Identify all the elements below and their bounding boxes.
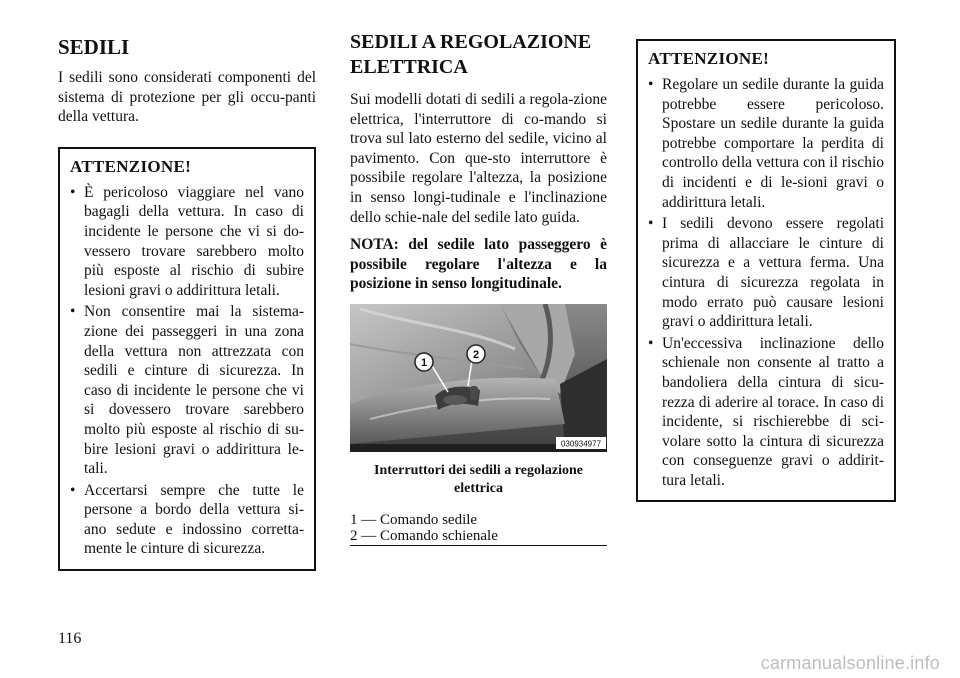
warning-item: • Regolare un sedile durante la guida potrebbe essere pericoloso. Spostare un sedile durante la guida potrebbe comportare la perdita di controllo della vettura con il rischio di incidenti e di le-sioni gravi o addirittura letali. — [648, 76, 884, 211]
warning-item: • Accertarsi sempre che tutte le persone a bordo della vettura si-ano sedute e indossino corretta-mente le cinture di sicurezza. — [70, 481, 304, 558]
warning-item: • I sedili devono essere regolati prima di allacciare le cinture di sicurezza e a vettura ferma. Una cintura di sicurezza regolata in modo errato può causare lesioni gravi o addirittura letali. — [648, 215, 884, 331]
seat-illustration — [350, 304, 607, 452]
intro-paragraph: I sedili sono considerati componenti del sistema di protezione per gli occu-panti della vettura. — [58, 69, 316, 126]
bullet-icon: • — [70, 303, 76, 321]
legend-item: 2 — Comando schienale — [350, 527, 498, 544]
warning-item: • Un'eccessiva inclinazione dello schienale non consente al tratto a bandoliera della cintura di sicu-rezza di aderire al torace. In caso di incidente, si rischierebbe di sci-volare sotto la cintura di sicurezza con conseguenze gravi o addirit-tura letali. — [648, 334, 884, 489]
section-title-sedili: SEDILI — [58, 35, 130, 59]
bullet-icon: • — [648, 215, 654, 233]
seat-switch-photo — [350, 304, 607, 452]
column-right — [636, 39, 896, 502]
note-paragraph: NOTA: del sedile lato passeggero è possibile regolare l'altezza e la posizione in senso longitudinale. — [350, 236, 607, 293]
callout-2-label: 2 — [472, 348, 480, 361]
column-left — [58, 30, 316, 571]
warning-title: ATTENZIONE! — [70, 156, 192, 176]
warning-box-right — [636, 39, 896, 502]
bullet-icon: • — [70, 183, 76, 201]
body-paragraph: Sui modelli dotati di sedili a regola-zione elettrica, l'interruttore di co-mando si trova sul lato esterno del sedile, vicino al pavimento. Con que-sto interruttore è possibile regolare l'altezza, la posizione in senso longi-tudinale e l'inclinazione dello schie-nale del sedile lato guida. — [350, 91, 607, 226]
warning-list — [70, 183, 304, 559]
column-middle — [350, 30, 607, 546]
callout-1-label: 1 — [420, 356, 428, 369]
bullet-icon: • — [648, 76, 654, 93]
figure-legend — [350, 512, 607, 544]
figure-caption: Interruttori dei sedili a regolazione elettrica — [374, 462, 583, 496]
warning-item: • È pericoloso viaggiare nel vano bagagli della vettura. In caso di incidente le persone che vi si do-vessero trovare sarebbero molto più esposte al rischio di subire lesioni gravi o addirittura letali. — [70, 183, 304, 299]
section-title-sedili-elettrici: SEDILI A REGOLAZIONE ELETTRICA — [350, 31, 592, 78]
figure-code: 030934977 — [560, 439, 602, 449]
legend-item: 1 — Comando sedile — [350, 511, 478, 528]
warning-title: ATTENZIONE! — [648, 49, 770, 68]
bullet-icon: • — [648, 334, 654, 352]
legend-divider — [350, 545, 607, 546]
bullet-icon: • — [70, 481, 76, 499]
warning-list — [648, 75, 884, 490]
warning-box-left — [58, 147, 316, 571]
watermark: carmanualsonline.info — [760, 653, 940, 673]
page-number: 116 — [58, 630, 82, 647]
warning-item: • Non consentire mai la sistema-zione dei passeggeri in una zona della vettura non attrezzata con sedili e cinture di sicurezza. In caso di incidente le persone che vi si dovessero trovare sarebbero molto più esposte al rischio di su-bire lesioni gravi o addirittura le-tali. — [70, 303, 304, 478]
